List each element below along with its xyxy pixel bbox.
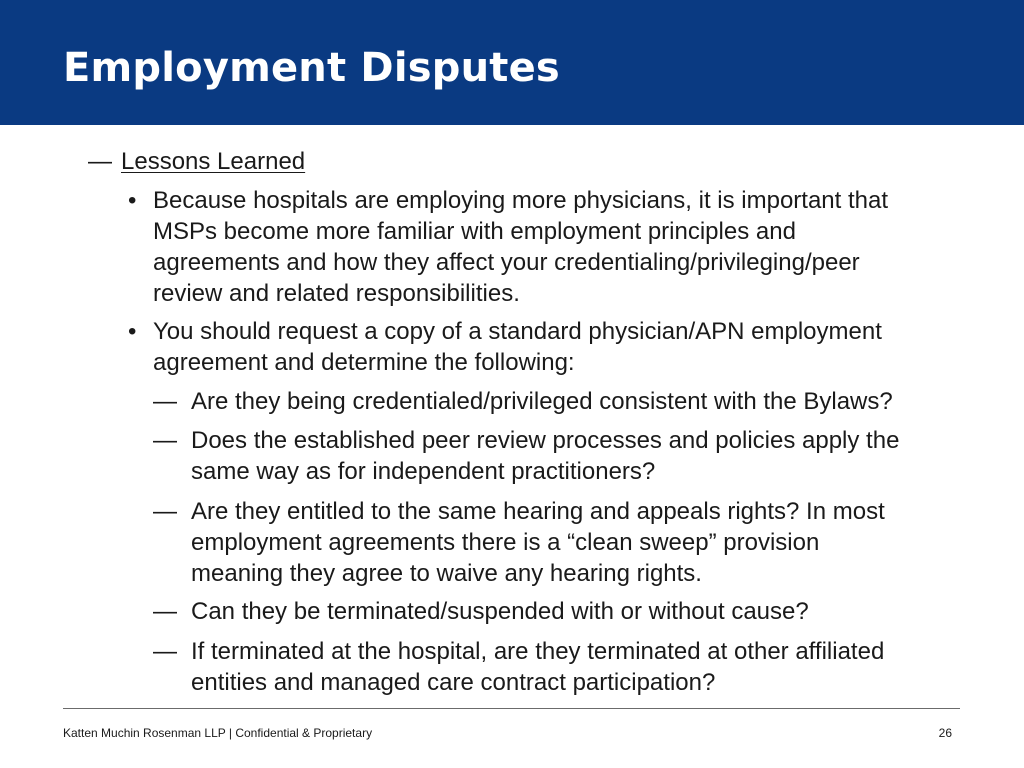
title-bar: [0, 0, 1024, 125]
sub-item-dash: —: [153, 427, 177, 454]
sub-item-line: entities and managed care contract participation?: [191, 669, 716, 696]
sub-item-line: Are they being credentialed/privileged consistent with the Bylaws?: [191, 388, 893, 415]
sub-item-line: Are they entitled to the same hearing and appeals rights? In most: [191, 498, 885, 525]
footer-divider: [63, 708, 960, 709]
sub-item-line: Can they be terminated/suspended with or without cause?: [191, 598, 809, 625]
sub-item-dash: —: [153, 638, 177, 665]
sub-item-dash: —: [153, 598, 177, 625]
sub-item-line: If terminated at the hospital, are they terminated at other affiliated: [191, 638, 885, 665]
slide-title: Employment Disputes: [63, 45, 560, 91]
bullet-line: You should request a copy of a standard physician/APN employment: [153, 318, 882, 345]
sub-item-line: employment agreements there is a “clean sweep” provision: [191, 529, 820, 556]
bullet-marker: •: [128, 318, 137, 345]
page-number: 26: [938, 726, 952, 740]
sub-item-line: meaning they agree to waive any hearing rights.: [191, 560, 702, 587]
bullet-line: MSPs become more familiar with employment principles and: [153, 218, 796, 245]
section-heading: Lessons Learned: [121, 148, 306, 175]
footer-text: Katten Muchin Rosenman LLP | Confidential & Proprietary: [63, 726, 373, 740]
section-dash: —: [88, 148, 112, 175]
bullet-marker: •: [128, 187, 137, 214]
bullet-line: agreements and how they affect your credentialing/privileging/peer: [153, 249, 860, 276]
sub-item-dash: —: [153, 388, 177, 415]
sub-item-line: same way as for independent practitioners?: [191, 458, 656, 485]
bullet-line: agreement and determine the following:: [153, 349, 575, 376]
bullet-line: review and related responsibilities.: [153, 280, 520, 307]
sub-item-line: Does the established peer review processes and policies apply the: [191, 427, 900, 454]
sub-item-dash: —: [153, 498, 177, 525]
bullet-line: Because hospitals are employing more physicians, it is important that: [153, 187, 889, 214]
